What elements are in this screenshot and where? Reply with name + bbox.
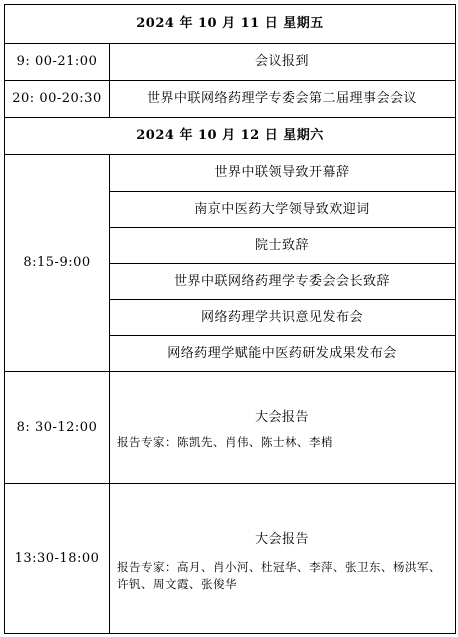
day1-row2-time: 20: 00-20:30 [12,90,102,106]
day1-date-header: 2024 年 10 月 11 日 星期五 [136,16,324,32]
opening-event-1: 世界中联领导致开幕辞 [214,164,350,180]
morning-time: 8: 30-12:00 [16,419,98,435]
day1-row1-time: 9: 00-21:00 [16,53,98,69]
morning-report-title: 大会报告 [254,410,309,425]
opening-event-4: 世界中联网络药理学专委会会长致辞 [173,273,390,289]
afternoon-report-title: 大会报告 [254,532,309,547]
morning-report [109,372,455,483]
column-divider [109,43,110,117]
morning-report-experts: 报告专家：陈凯先、肖伟、陈士林、李梢 [117,435,333,449]
opening-event-2: 南京中医药大学领导致欢迎词 [194,201,370,217]
day1-row2-event: 世界中联网络药理学专委会第二届理事会会议 [146,90,417,106]
column-divider [109,154,110,633]
afternoon-report [109,484,455,633]
afternoon-time: 13:30-18:00 [14,550,100,566]
opening-event-5: 网络药理学共识意见发布会 [200,309,363,325]
opening-time: 8:15-9:00 [23,255,91,271]
day2-date-header: 2024 年 10 月 12 日 星期六 [136,128,324,144]
afternoon-report-experts: 报告专家：高月、肖小河、杜冠华、李萍、张卫东、杨洪军、许钒、周文霞、张俊华 [117,560,441,591]
schedule-table [4,4,456,634]
opening-event-6: 网络药理学赋能中医药研发成果发布会 [167,345,397,361]
opening-event-3: 院士致辞 [254,237,309,253]
day1-row1-event: 会议报到 [254,53,309,69]
